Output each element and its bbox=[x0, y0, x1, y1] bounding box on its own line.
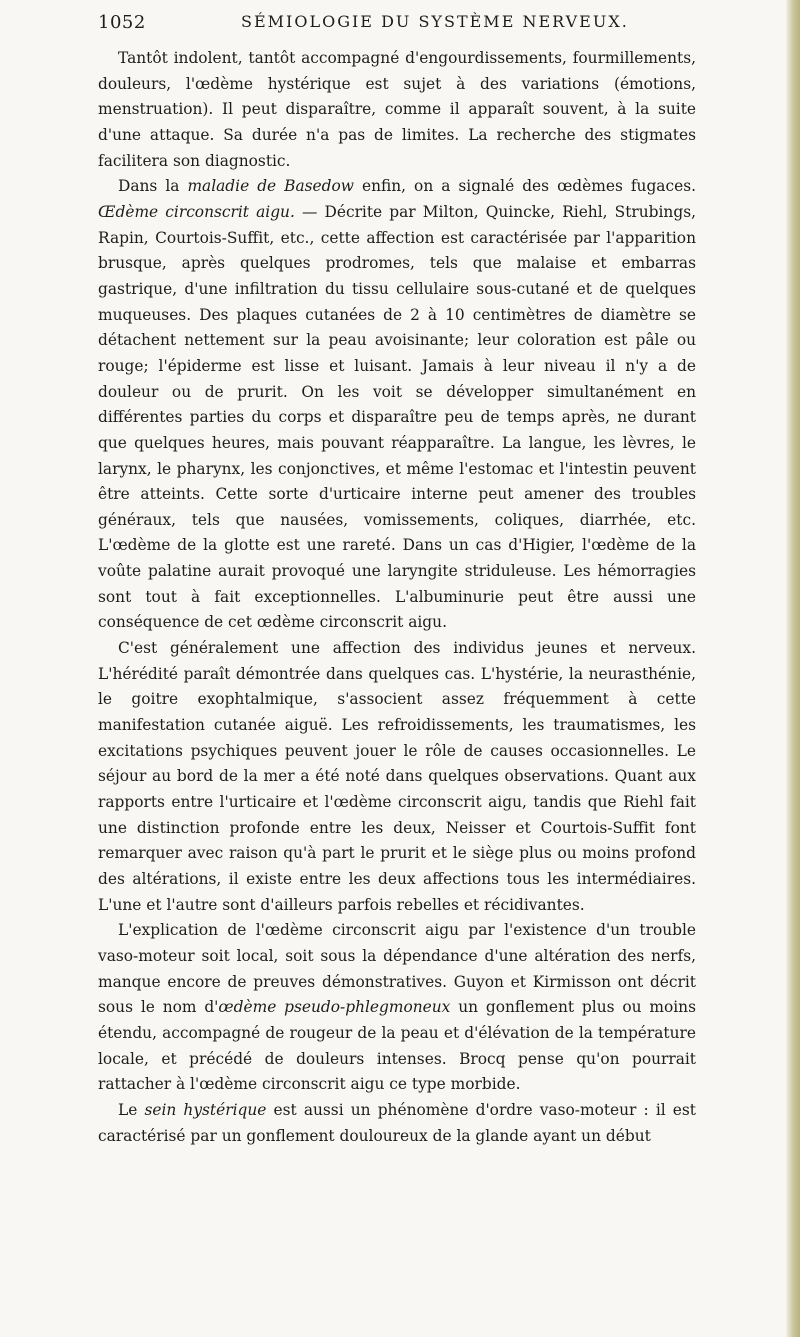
paragraph-text: C'est généralement une affection des individus jeunes et nerveux. L'hérédité paraît démontrée dans quelques cas. L'hystérie, la neurasthénie, le goitre exophtalmique, s'associent assez fréquemment à cette manifestation cutanée aiguë. Les refroidissements, les traumatismes, les excitations psychiques peuvent jouer le rôle de causes occasionnelles. Le séjour au bord de la mer a été noté dans quelques observations. Quant aux rapports entre l'urticaire et l'œdème circonscrit aigu, tandis que Riehl fait une distinction profonde entre les deux, Neisser et Courtois-Suffit font remarquer avec raison qu'à part le prurit et le siège plus ou moins profond des altérations, il existe entre les deux affections tous les intermédiaires. L'une et l'autre sont d'ailleurs parfois rebelles et récidivantes. bbox=[98, 639, 696, 914]
paragraph-text-lead: Le bbox=[118, 1100, 145, 1119]
paragraph-acute-circumscribed-edema bbox=[98, 174, 696, 636]
paragraph-text-rest: un gonflement plus ou moins étendu, accompagné de rougeur de la peau et d'élévation de la température locale, et précédé de douleurs intenses. Brocq pense qu'on pourrait rattacher à l'œdème circonscrit aigu ce type morbide. bbox=[98, 998, 696, 1094]
paragraph-hysterical-edema bbox=[98, 46, 696, 174]
paragraph-etiology bbox=[98, 636, 696, 918]
page-edge bbox=[786, 0, 800, 1337]
page-header bbox=[98, 8, 718, 34]
italic-term-sein-hysterique: sein hystérique bbox=[144, 1100, 267, 1119]
italic-term-pseudo-phlegmoneux: œdème pseudo-phlegmoneux bbox=[218, 998, 451, 1017]
paragraph-text-lead: L'explication de l'œdème circonscrit aigu par l'existence d'un trouble vaso-moteur soit local, soit sous la dépendance d'une altération des nerfs, manque encore de preuves démonstratives. Guyon et Kirmisson ont décrit sous le nom d' bbox=[98, 921, 696, 1017]
page-number: 1052 bbox=[98, 12, 146, 33]
paragraph-text-lead: Dans la bbox=[118, 177, 188, 196]
paragraph-text-middle: enfin, on a signalé des œdèmes fugaces. bbox=[353, 177, 697, 196]
paragraph-text: Tantôt indolent, tantôt accompagné d'engourdissements, fourmillements, douleurs, l'œdème hystérique est sujet à des variations (émotions, menstruation). Il peut disparaître, comme il apparaît souvent, à la suite d'une attaque. Sa durée n'a pas de limites. La recherche des stigmates facilitera son diagnostic. bbox=[98, 49, 696, 170]
paragraph-hysterical-breast bbox=[98, 1098, 696, 1149]
paragraph-explanation bbox=[98, 918, 696, 1098]
section-heading-oedeme: Œdème circonscrit aigu. bbox=[98, 202, 295, 221]
italic-term-basedow: maladie de Basedow bbox=[187, 177, 354, 196]
paragraph-text-rest: est aussi un phénomène d'ordre vaso-moteur : il est caractérisé par un gonflement douloureux de la glande ayant un début bbox=[98, 1100, 696, 1145]
paragraph-text-rest: — Décrite par Milton, Quincke, Riehl, Strubings, Rapin, Courtois-Suffit, etc., cette affection est caractérisée par l'apparition brusque, après quelques prodromes, tels que malaise et embarras gastrique, d'une infiltration du tissu cellulaire sous-cutané et de quelques muqueuses. Des plaques cutanées de 2 à 10 centimètres de diamètre se détachent nettement sur la peau avoisinante; leur coloration est pâle ou rouge; l'épiderme est lisse et luisant. Jamais à leur niveau il n'y a de douleur ou de prurit. On les voit se développer simultanément en différentes parties du corps et disparaître peu de temps après, ne durant que quelques heures, mais pouvant réapparaître. La langue, les lèvres, le larynx, le pharynx, les conjonctives, et même l'estomac et l'intestin peuvent être atteints. Cette sorte d'urticaire interne peut amener des troubles généraux, tels que nausées, vomissements, coliques, diarrhée, etc. L'œdème de la glotte est une rareté. Dans un cas d'Higier, l'œdème de la voûte palatine aurait provoqué une laryngite striduleuse. Les hémorragies sont tout à fait exceptionnelles. L'albuminurie peut être aussi une conséquence de cet œdème circonscrit aigu. bbox=[98, 202, 696, 632]
body-text bbox=[98, 46, 696, 1149]
running-title: SÉMIOLOGIE DU SYSTÈME NERVEUX. bbox=[241, 12, 629, 31]
